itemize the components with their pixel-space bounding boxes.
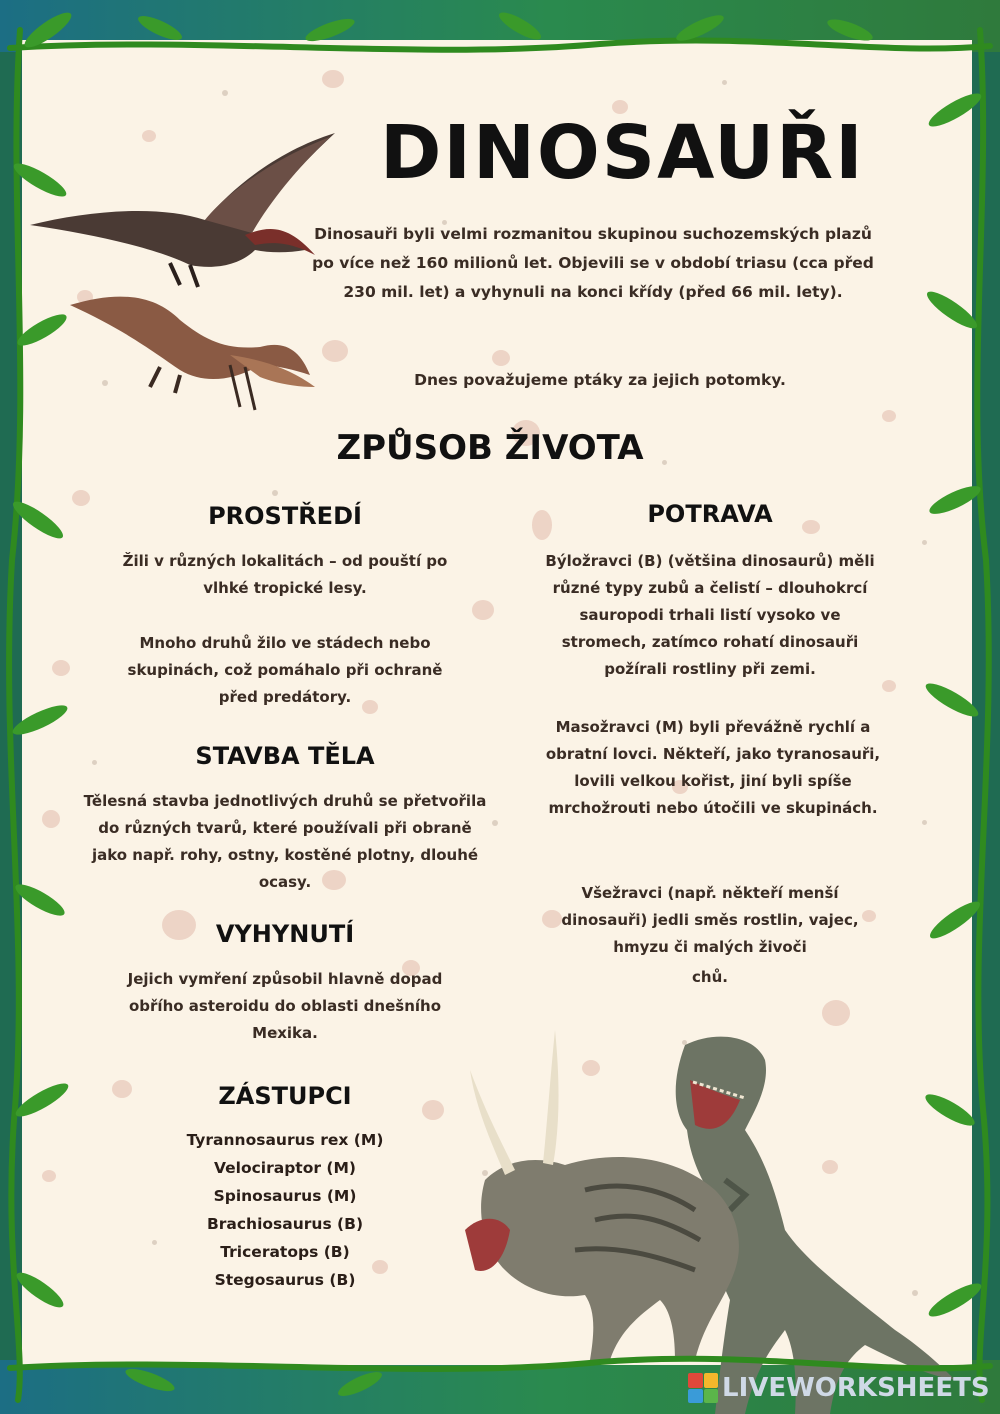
list-item: Brachiosaurus (B) xyxy=(206,1215,364,1233)
food-text-omnivores-end: chů. xyxy=(692,968,728,986)
page-title: DINOSAUŘI xyxy=(380,110,865,196)
list-item: Stegosaurus (B) xyxy=(214,1271,356,1289)
intro-paragraph: Dinosauři byli velmi rozmanitou skupinou suchozemských plazů po více než 160 milionů let. Objevili se v období triasu (cca před 230 mil. let) a vyhynuli na konci křídy (před 66 mil. lety). xyxy=(312,225,874,301)
dinosaurs-illustration xyxy=(425,1030,985,1414)
extinction-heading: VYHYNUTÍ xyxy=(215,920,355,948)
intro-note: Dnes považujeme ptáky za jejich potomky. xyxy=(414,371,786,389)
body-structure-heading: STAVBA TĚLA xyxy=(195,742,375,770)
watermark-text: LIVEWORKSHEETS xyxy=(722,1373,990,1403)
liveworksheets-logo-icon xyxy=(688,1373,718,1403)
list-item: Tyrannosaurus rex (M) xyxy=(186,1131,384,1149)
extinction-text: Jejich vymření způsobil hlavně dopad obřího asteroidu do oblasti dnešního Mexika. xyxy=(127,970,443,1042)
food-text-herbivores: Býložravci (B) (většina dinosaurů) měli různé typy zubů a čelistí – dlouhokrcí sauropodi trhali listí vysoko ve stromech, zatímco rohatí dinosauři požírali rostliny při zemi. xyxy=(545,552,875,678)
environment-text-1: Žili v různých lokalitách – od pouští po vlhké tropické lesy. xyxy=(122,552,448,597)
food-text-carnivores: Masožravci (M) byli převážně rychlí a obratní lovci. Někteří, jako tyranosauři, lovili velkou kořist, jiní byli spíše mrchožrouti nebo útočili ve skupinách. xyxy=(545,718,881,817)
environment-text-2: Mnoho druhů žilo ve stádech nebo skupinách, což pomáhalo při ochraně před predátory. xyxy=(127,634,443,706)
body-structure-text: Tělesná stavba jednotlivých druhů se přetvořila do různých tvarů, které používali při obraně jako např. rohy, ostny, kostěné plotny, dlouhé ocasy. xyxy=(83,792,487,891)
section-title: ZPŮSOB ŽIVOTA xyxy=(336,428,644,468)
representatives-list xyxy=(140,1126,430,1294)
list-item: Spinosaurus (M) xyxy=(213,1187,357,1205)
list-item: Velociraptor (M) xyxy=(213,1159,356,1177)
representatives-heading: ZÁSTUPCI xyxy=(218,1082,352,1110)
food-heading: POTRAVA xyxy=(647,500,773,528)
liveworksheets-logo xyxy=(688,1372,990,1404)
food-text-omnivores: Všežravci (např. někteří menší dinosauři) jedli směs rostlin, vajec, hmyzu či malých živoči xyxy=(561,884,859,956)
environment-heading: PROSTŘEDÍ xyxy=(208,502,362,530)
list-item: Triceratops (B) xyxy=(220,1243,350,1261)
